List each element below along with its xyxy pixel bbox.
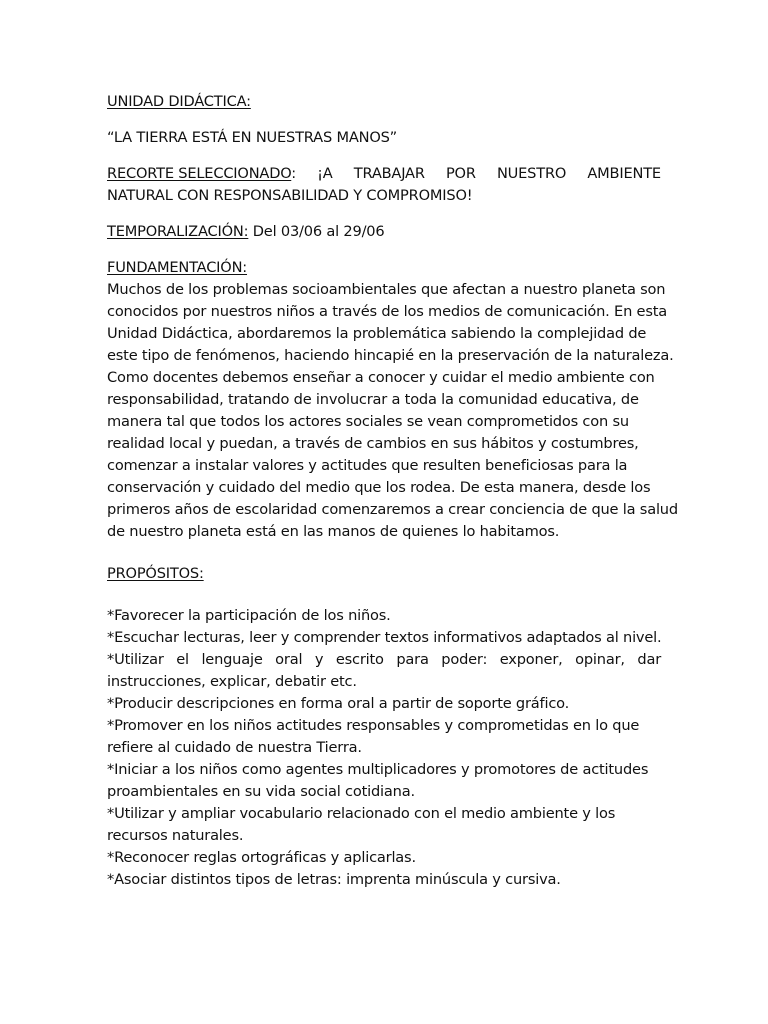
list-item-word: el <box>176 651 189 668</box>
list-item: *Producir descripciones en forma oral a partir de soporte gráfico. <box>107 695 570 712</box>
temporalizacion-value: Del 03/06 al 29/06 <box>248 223 385 240</box>
paragraph-line: este tipo de fenómenos, haciendo hincapié en la preservación de la naturaleza. <box>107 347 674 364</box>
recorte-block <box>107 163 661 207</box>
recorte-word: ¡A <box>317 165 333 182</box>
recorte-first-word <box>107 163 296 185</box>
list-item: proambientales en su vida social cotidiana. <box>107 783 415 800</box>
list-item-word: *Utilizar <box>107 651 164 668</box>
list-item: refiere al cuidado de nuestra Tierra. <box>107 739 362 756</box>
temporalizacion <box>107 221 661 243</box>
recorte-word: NUESTRO <box>496 165 567 182</box>
paragraph-line: Muchos de los problemas socioambientales que afectan a nuestro planeta son <box>107 281 666 298</box>
list-item: *Asociar distintos tipos de letras: imprenta minúscula y cursiva. <box>107 871 561 888</box>
recorte-line-1 <box>107 163 661 185</box>
fundamentacion-heading: FUNDAMENTACIÓN: <box>107 259 248 276</box>
list-item: recursos naturales. <box>107 827 244 844</box>
recorte-word: POR <box>445 165 476 182</box>
list-item-word: dar <box>637 651 661 668</box>
list-item-word: escrito <box>335 651 384 668</box>
list-item-word: lenguaje <box>201 651 263 668</box>
document-page <box>107 91 678 891</box>
list-item: *Iniciar a los niños como agentes multiplicadores y promotores de actitudes <box>107 761 649 778</box>
list-item-word: y <box>314 651 324 668</box>
recorte-colon: : <box>291 165 296 182</box>
list-item: *Favorecer la participación de los niños. <box>107 607 391 624</box>
list-item: *Utilizar y ampliar vocabulario relacionado con el medio ambiente y los <box>107 805 616 822</box>
list-item: instrucciones, explicar, debatir etc. <box>107 673 357 690</box>
recorte-line-2: NATURAL CON RESPONSABILIDAD Y COMPROMISO! <box>107 187 473 204</box>
unit-label: UNIDAD DIDÁCTICA: <box>107 93 251 110</box>
paragraph-line: manera tal que todos los actores sociales se vean comprometidos con su <box>107 413 629 430</box>
propositos-heading: PROPÓSITOS: <box>107 565 204 582</box>
paragraph-line: de nuestro planeta está en las manos de quienes lo habitamos. <box>107 523 560 540</box>
paragraph-line: comenzar a instalar valores y actitudes que resulten beneficiosas para la <box>107 457 628 474</box>
list-item <box>107 649 661 671</box>
propositos-list <box>107 605 661 891</box>
paragraph-line: Como docentes debemos enseñar a conocer y cuidar el medio ambiente con <box>107 369 655 386</box>
list-item-word: para <box>396 651 429 668</box>
list-item-word: opinar, <box>575 651 625 668</box>
unit-title: “LA TIERRA ESTÁ EN NUESTRAS MANOS” <box>107 129 398 146</box>
recorte-word: AMBIENTE <box>587 165 661 182</box>
paragraph-line: Unidad Didáctica, abordaremos la problemática sabiendo la complejidad de <box>107 325 647 342</box>
list-item-word: oral <box>275 651 303 668</box>
list-item-word: exponer, <box>499 651 563 668</box>
recorte-word: TRABAJAR <box>353 165 425 182</box>
paragraph-line: responsabilidad, tratando de involucrar a toda la comunidad educativa, de <box>107 391 639 408</box>
temporalizacion-label: TEMPORALIZACIÓN: <box>107 223 249 240</box>
fundamentacion-paragraph <box>107 279 678 543</box>
list-item: *Escuchar lecturas, leer y comprender textos informativos adaptados al nivel. <box>107 629 662 646</box>
paragraph-line: conocidos por nuestros niños a través de los medios de comunicación. En esta <box>107 303 668 320</box>
paragraph-line: primeros años de escolaridad comenzaremos a crear conciencia de que la salud <box>107 501 678 518</box>
list-item-word: poder: <box>441 651 488 668</box>
list-item: *Promover en los niños actitudes responsables y comprometidas en lo que <box>107 717 640 734</box>
paragraph-line: conservación y cuidado del medio que los rodea. De esta manera, desde los <box>107 479 651 496</box>
list-item: *Reconocer reglas ortográficas y aplicarlas. <box>107 849 416 866</box>
paragraph-line: realidad local y puedan, a través de cambios en sus hábitos y costumbres, <box>107 435 639 452</box>
recorte-label: RECORTE SELECCIONADO <box>107 165 292 182</box>
